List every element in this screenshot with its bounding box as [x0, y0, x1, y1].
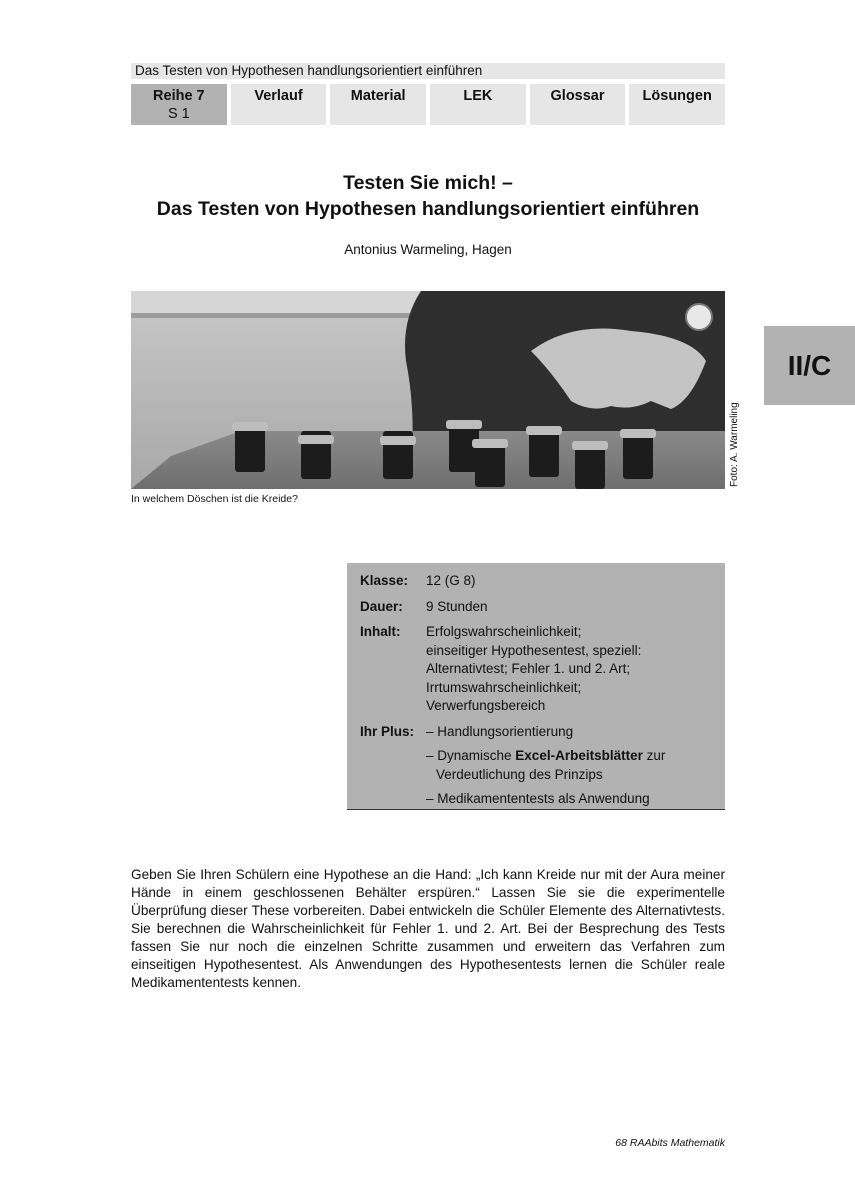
- inhalt-line: Erfolgswahrscheinlichkeit;: [426, 624, 582, 639]
- tab-reihe-label: Reihe 7: [153, 88, 205, 104]
- section-tabs: [131, 84, 725, 125]
- title-line-2: Das Testen von Hypothesen handlungsorientiert einführen: [156, 198, 700, 220]
- tab-loesungen-label: Lösungen: [642, 88, 712, 104]
- info-row-plus: [360, 723, 725, 815]
- photo-caption: In welchem Döschen ist die Kreide?: [131, 493, 298, 505]
- plus-item-text: – Dynamische: [426, 748, 516, 763]
- info-row-dauer: [360, 598, 725, 617]
- plus-item: [426, 747, 725, 784]
- info-row-inhalt: [360, 623, 725, 716]
- author: Antonius Warmeling, Hagen: [344, 242, 512, 257]
- plus-item-text: zur Verdeutlichung des Prinzips: [436, 748, 666, 782]
- inhalt-line: Alternativtest; Fehler 1. und 2. Art;: [426, 661, 631, 676]
- series-title-bar: [131, 63, 725, 79]
- series-title: Das Testen von Hypothesen handlungsorientiert einführen: [135, 63, 483, 78]
- dauer-label: Dauer:: [360, 598, 403, 614]
- photo-credit: Foto: A. Warmeling: [729, 402, 740, 487]
- title-line-1: Testen Sie mich! –: [343, 172, 513, 194]
- inhalt-line: Irrtumswahrscheinlichkeit;: [426, 679, 582, 695]
- plus-item-text: – Medikamententests als Anwendung: [426, 791, 650, 806]
- inhalt-line: einseitiger Hypothesentest, speziell:: [426, 642, 642, 658]
- tab-material-label: Material: [350, 88, 406, 104]
- tab-verlauf-label: Verlauf: [254, 88, 303, 104]
- photo-illustration: [131, 291, 725, 489]
- inhalt-label: Inhalt:: [360, 624, 401, 639]
- inhalt-line: Verwerfungsbereich: [426, 698, 546, 713]
- plus-label: Ihr Plus:: [360, 723, 415, 739]
- watch: [686, 304, 712, 330]
- tab-material[interactable]: [330, 84, 426, 125]
- tab-reihe[interactable]: [131, 84, 227, 125]
- chapter-marker: II/C: [764, 326, 855, 405]
- info-box: [347, 563, 725, 810]
- plus-item: [426, 790, 725, 809]
- inhalt-value: [426, 623, 725, 716]
- page-title: [131, 170, 725, 222]
- info-row-klasse: [360, 572, 725, 591]
- plus-item-bold: Excel-Arbeitsblätter: [515, 748, 643, 763]
- wall-stripe: [131, 313, 431, 318]
- plus-value: [426, 723, 725, 815]
- tab-reihe-page: S 1: [167, 106, 190, 122]
- tab-verlauf[interactable]: [231, 84, 327, 125]
- tab-loesungen[interactable]: [629, 84, 725, 125]
- photo: [131, 291, 725, 489]
- wall-top: [131, 291, 431, 313]
- tab-glossar-label: Glossar: [550, 88, 605, 104]
- klasse-label: Klasse:: [360, 573, 409, 588]
- intro-paragraph: Geben Sie Ihren Schülern eine Hypothese an die Hand: „Ich kann Kreide nur mit der Aura meiner Hände in einem geschlossenen Behälter erspüren.“ Lassen Sie sie die experimentelle Überprüfung dieser These vorbereiten. Dabei entwickeln die Schüler Elemente des Alternativtests. Sie berechnen die Wahrscheinlichkeit für Fehler 1. und 2. Art. Bei der Besprechung des Tests fassen Sie nur noch die einzelnen Schritte zusammen und erweitern das Verfahren zum einseitigen Hypothesentest. Als Anwendungen des Hypothesentests lernen die Schüler reale Medikamententests kennen.: [131, 867, 725, 990]
- tab-glossar[interactable]: [530, 84, 626, 125]
- plus-item-text: – Handlungsorientierung: [426, 723, 574, 739]
- page-footer: 68 RAAbits Mathematik: [615, 1137, 725, 1149]
- klasse-value: 12 (G 8): [426, 573, 476, 588]
- plus-item: [426, 723, 725, 742]
- tab-lek-label: LEK: [463, 88, 493, 104]
- dauer-value: 9 Stunden: [426, 598, 488, 614]
- tab-lek[interactable]: [430, 84, 526, 125]
